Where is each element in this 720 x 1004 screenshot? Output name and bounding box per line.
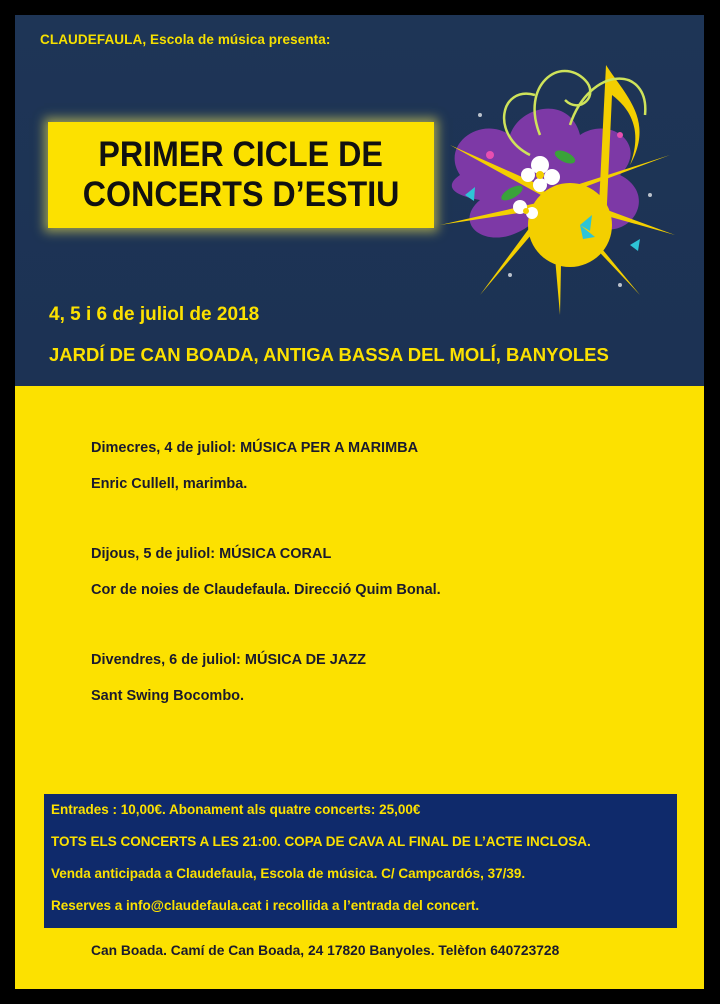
music-note-flower-icon [420,25,690,325]
title-line-2: CONCERTS D’ESTIU [82,175,400,214]
header-panel [15,15,704,386]
ticket-prices: Entrades : 10,00€. Abonament als quatre concerts: 25,00€ [51,802,421,817]
title-line-1: PRIMER CICLE DE [98,134,384,174]
event-venue: JARDÍ DE CAN BOADA, ANTIGA BASSA DEL MOLÍ, BANYOLES [49,344,609,365]
concert-poster [15,15,704,989]
info-box [44,794,677,928]
presale-info: Venda anticipada a Claudefaula, Escola de música. C/ Campcardós, 37/39. [51,866,526,881]
program-item-2-performer: Cor de noies de Claudefaula. Direcció Quim Bonal. [91,582,441,598]
presenter-text: CLAUDEFAULA, Escola de música presenta: [40,32,331,47]
program-item-3-heading: Divendres, 6 de juliol: MÚSICA DE JAZZ [91,652,367,668]
title-box [48,122,434,228]
program-item-1-heading: Dimecres, 4 de juliol: MÚSICA PER A MARIMBA [91,440,419,456]
program-item-3-performer: Sant Swing Bocombo. [91,688,245,704]
event-dates: 4, 5 i 6 de juliol de 2018 [49,304,260,325]
program-item-1-performer: Enric Cullell, marimba. [91,476,248,492]
footer-address: Can Boada. Camí de Can Boada, 24 17820 Banyoles. Telèfon 640723728 [91,943,560,958]
concert-time: TOTS ELS CONCERTS A LES 21:00. COPA DE CAVA AL FINAL DE L’ACTE INCLOSA. [51,834,591,849]
reservations-info: Reserves a info@claudefaula.cat i recollida a l’entrada del concert. [51,898,480,913]
program-item-2-heading: Dijous, 5 de juliol: MÚSICA CORAL [91,546,332,562]
